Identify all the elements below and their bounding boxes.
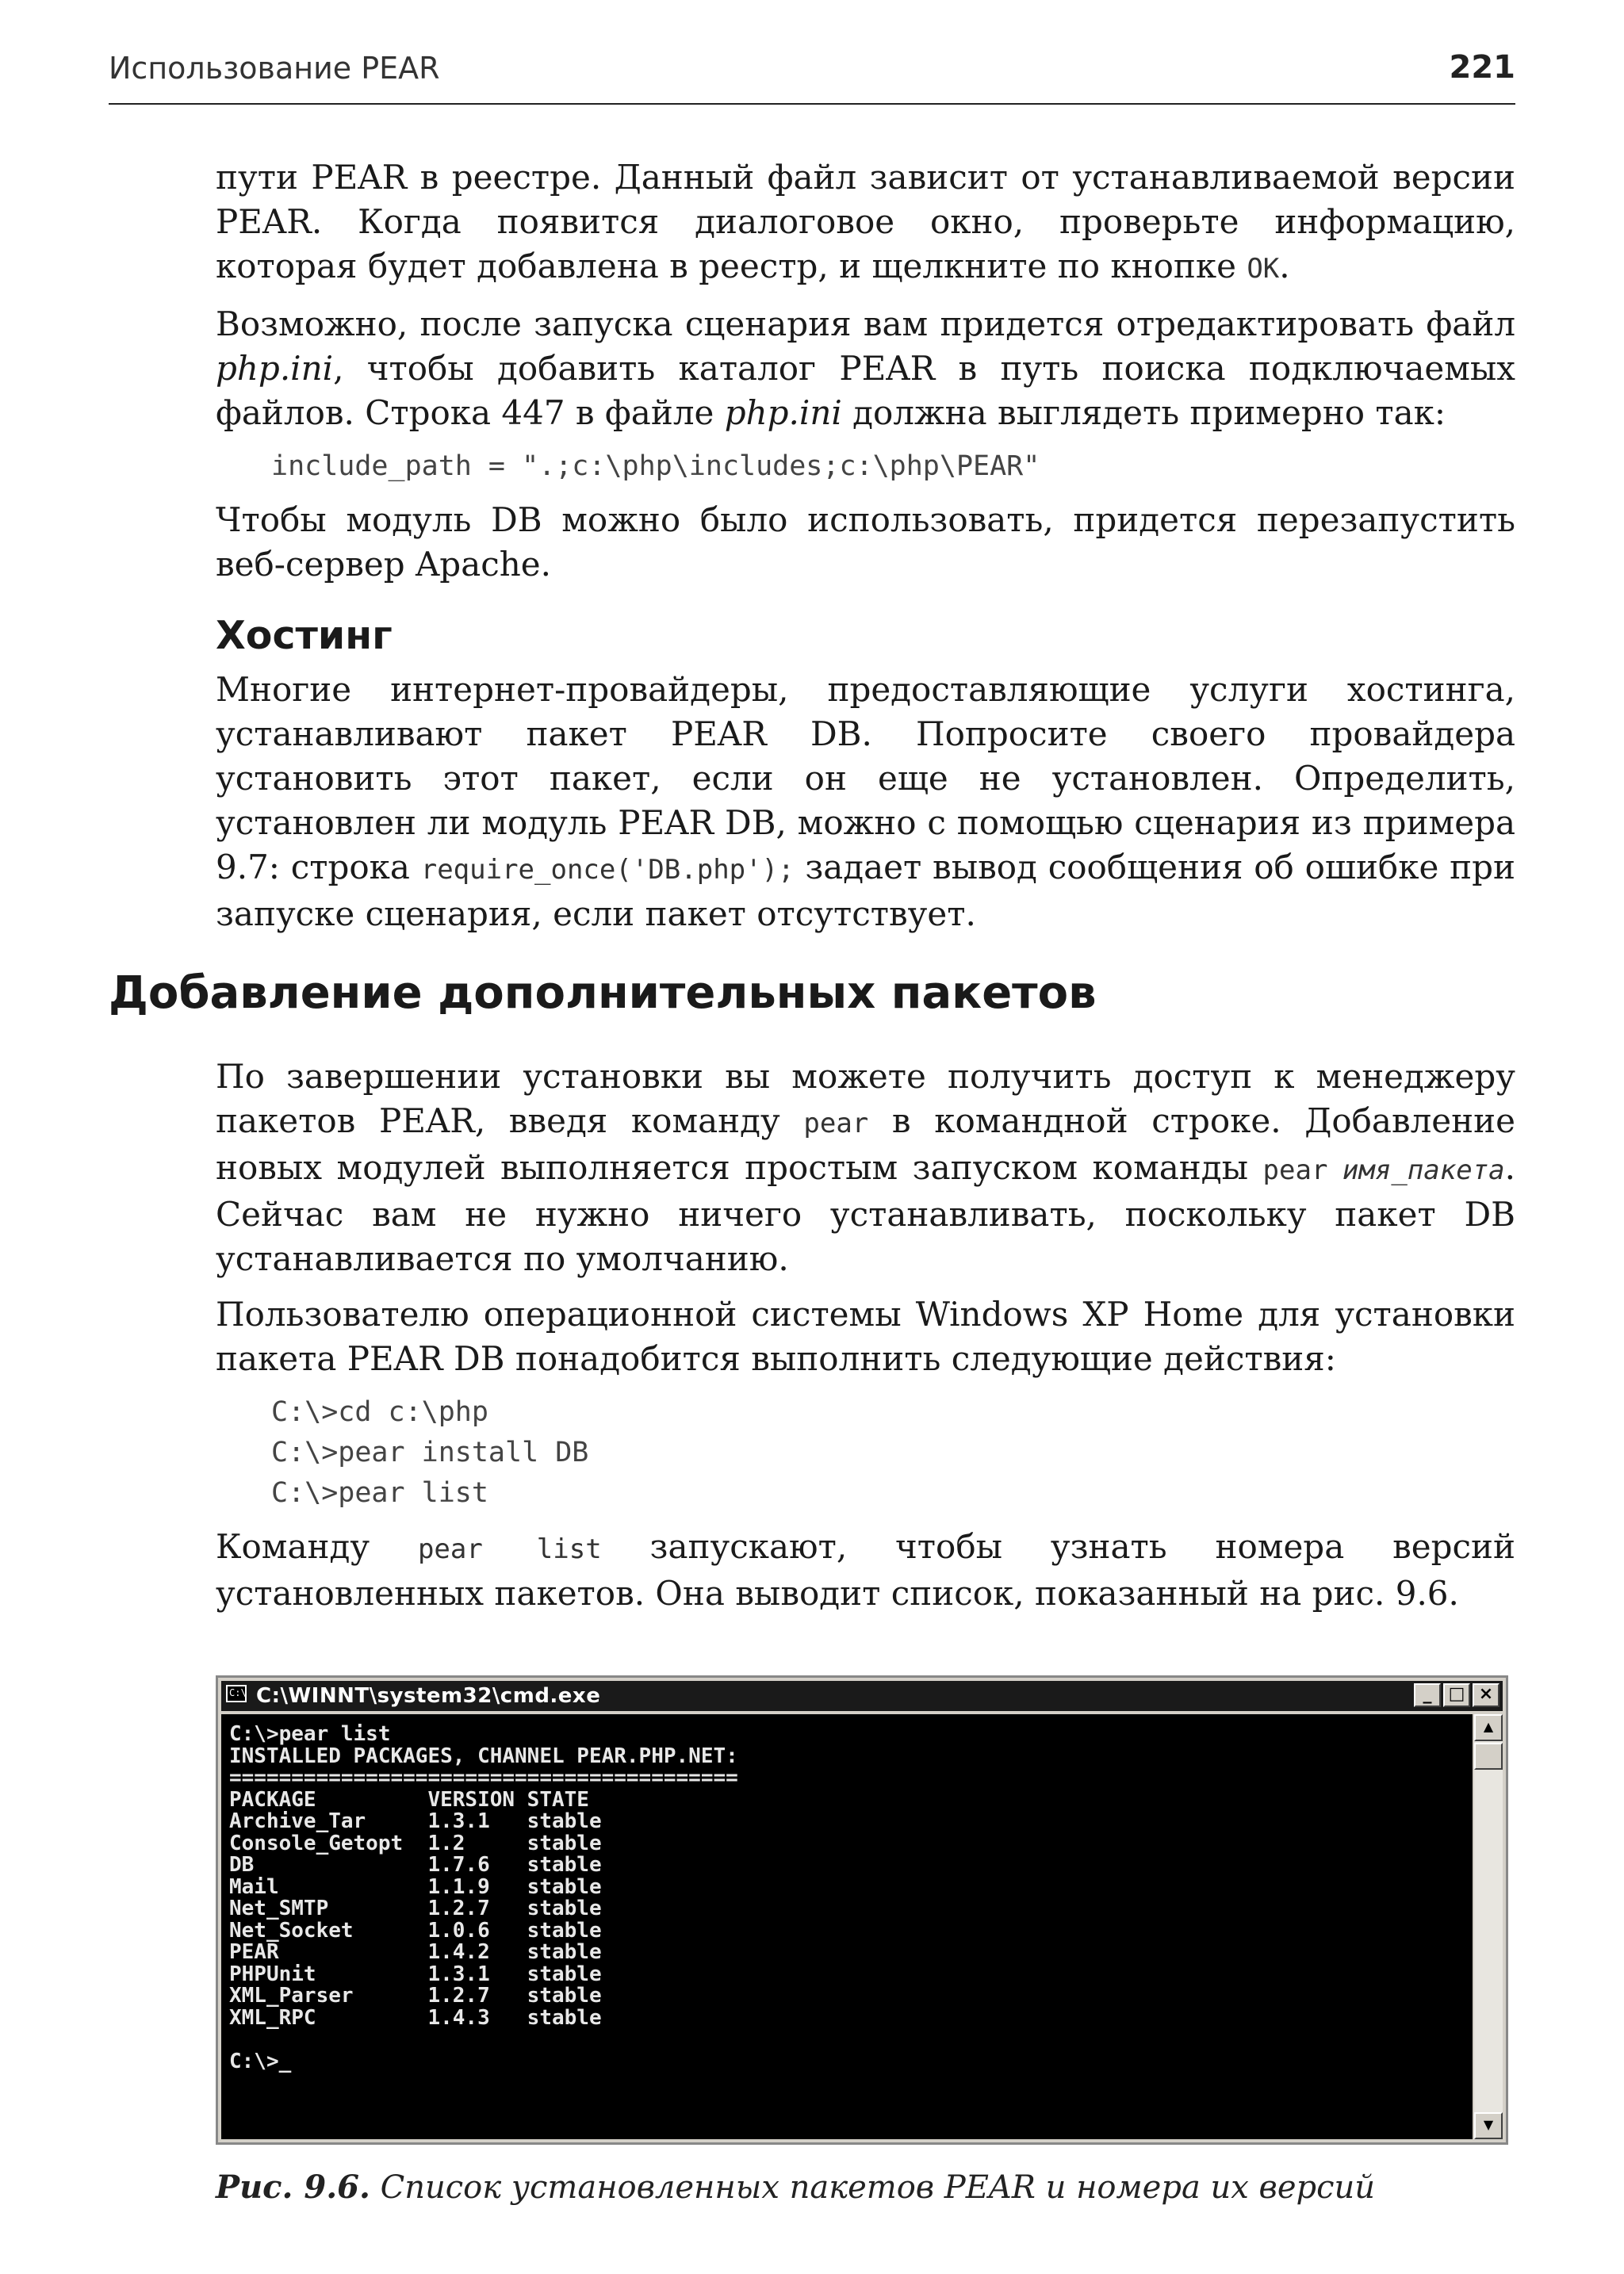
figure-caption xyxy=(216,2169,1375,2206)
console-output[interactable] xyxy=(221,1714,1473,2139)
scroll-thumb[interactable] xyxy=(1474,1743,1503,1770)
figure-label: Рис. 9.6. xyxy=(216,2169,370,2206)
paragraph-registry: пути PEAR в реестре. Данный файл зависит от устанавливаемой версии PEAR. Когда появится диалоговое окно, проверьте информацию, которая будет добавлена в реестр, и щелкните по кнопке OK. xyxy=(216,158,1515,285)
paragraph-restart-apache: Чтобы модуль DB можно было использовать, придется перезапустить веб-сервер Apache. xyxy=(216,500,1515,584)
inline-code-package-arg: имя_пакета xyxy=(1342,1154,1505,1186)
inline-code-pear-list: pear list xyxy=(417,1533,602,1565)
console-line: XML_RPC 1.4.3 stable xyxy=(229,2005,602,2030)
console-line: XML_Parser 1.2.7 stable xyxy=(229,1984,602,2008)
page-number: 221 xyxy=(1449,49,1515,86)
code-commands xyxy=(216,1392,1515,1514)
console-text xyxy=(221,1714,1473,2073)
running-header xyxy=(109,46,1515,105)
console-line: Net_SMTP 1.2.7 stable xyxy=(229,1897,602,1920)
window-title: C:\WINNT\system32\cmd.exe xyxy=(256,1684,601,1708)
scroll-up-icon[interactable]: ▲ xyxy=(1474,1714,1503,1741)
console-line: DB 1.7.6 stable xyxy=(229,1853,602,1877)
code-line: include_path = ".;c:\php\includes;c:\php\PEAR" xyxy=(271,450,1040,482)
filename-php-ini: php.ini xyxy=(724,393,842,432)
console-line: PEAR 1.4.2 stable xyxy=(229,1940,602,1964)
code-line: C:\>pear list xyxy=(271,1477,488,1509)
console-line: Archive_Tar 1.3.1 stable xyxy=(229,1809,602,1833)
console-line: INSTALLED PACKAGES, CHANNEL PEAR.PHP.NET: xyxy=(229,1744,738,1768)
close-button[interactable]: × xyxy=(1473,1683,1500,1707)
filename-php-ini: php.ini xyxy=(216,349,334,388)
inline-code-pear: pear xyxy=(1262,1154,1328,1186)
code-include-path xyxy=(216,446,1515,487)
minimize-button[interactable]: _ xyxy=(1414,1683,1441,1707)
maximize-button[interactable]: □ xyxy=(1443,1683,1470,1707)
paragraph-windows-xp: Пользователю операционной системы Windows XP Home для установки пакета PEAR DB понадобится выполнить следующие действия: xyxy=(216,1295,1515,1378)
section-heading: Добавление дополнительных пакетов xyxy=(109,967,1097,1019)
window-controls xyxy=(1414,1683,1500,1709)
running-title: Использование PEAR xyxy=(109,51,440,86)
console-line xyxy=(229,2029,1473,2051)
cmd-window-figure xyxy=(216,1675,1508,2145)
heading-hosting: Хостинг xyxy=(216,613,393,658)
figure-caption-text: Список установленных пакетов PEAR и номера их версий xyxy=(370,2169,1376,2206)
code-line: C:\>cd c:\php xyxy=(271,1396,488,1428)
main-text-lower xyxy=(216,1055,1515,1627)
paragraph-pear-manager: По завершении установки вы можете получить доступ к менеджеру пакетов PEAR, введя команду pear в командной строке. Добавление новых модулей выполняется простым запуском команды pear имя_пакета. Сейчас вам не нужно ничего устанавливать, поскольку пакет DB устанавливается по умолчанию. xyxy=(216,1057,1515,1278)
scroll-down-icon[interactable]: ▼ xyxy=(1474,2112,1503,2139)
console-line: PACKAGE VERSION STATE xyxy=(229,1787,589,1812)
console-line: Net_Socket 1.0.6 stable xyxy=(229,1918,602,1943)
code-line: C:\>pear install DB xyxy=(271,1437,589,1468)
console-line: C:\>pear list xyxy=(229,1722,391,1746)
window-titlebar[interactable] xyxy=(221,1681,1503,1711)
console-line: Console_Getopt 1.2 stable xyxy=(229,1831,602,1855)
console-line: Mail 1.1.9 stable xyxy=(229,1874,602,1899)
paragraph-php-ini: Возможно, после запуска сценария вам придется отредактировать файл php.ini, чтобы добавить каталог PEAR в путь поиска подключаемых файлов. Строка 447 в файле php.ini должна выглядеть примерно так: xyxy=(216,304,1515,432)
console-prompt: C:\>_ xyxy=(229,2049,292,2073)
console-line: ========================================= xyxy=(229,1766,738,1790)
vertical-scrollbar[interactable] xyxy=(1474,1714,1503,2139)
inline-code-pear: pear xyxy=(803,1108,869,1139)
console-icon[interactable]: C:\ xyxy=(226,1685,247,1702)
console-line: PHPUnit 1.3.1 stable xyxy=(229,1962,602,1986)
inline-code-require: require_once('DB.php'); xyxy=(420,854,795,886)
paragraph-hosting: Многие интернет-провайдеры, предоставляющие услуги хостинга, устанавливают пакет PEAR DB. Попросите своего провайдера установить этот пакет, если он еще не установлен. Определить, установлен ли модуль PEAR DB, можно с помощью сценария из примера 9.7: строка require_once('DB.php'); задает вывод сообщения об ошибке при запуске сценария, если пакет отсутствует. xyxy=(216,670,1515,933)
paragraph-pear-list: Команду pear list запускают, чтобы узнать номера версий установленных пакетов. Она выводит список, показанный на рис. 9.6. xyxy=(216,1527,1515,1613)
inline-code-ok: OK xyxy=(1247,253,1280,285)
main-text-upper xyxy=(216,155,1515,948)
